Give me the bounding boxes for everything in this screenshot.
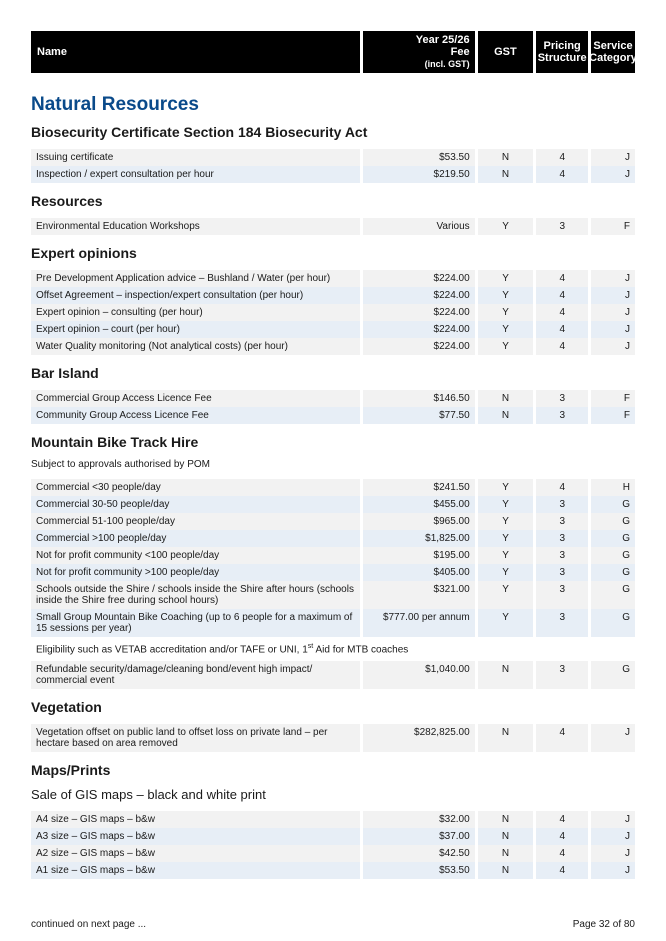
row-name: Commercial 51-100 people/day bbox=[31, 513, 360, 530]
row-pricing: 4 bbox=[536, 479, 588, 496]
table-row bbox=[31, 390, 635, 407]
page-number: Page 32 of 80 bbox=[572, 919, 635, 930]
row-service: G bbox=[591, 496, 635, 513]
row-gst: N bbox=[478, 845, 534, 862]
group-title-bar-island: Bar Island bbox=[31, 365, 99, 381]
group-rows bbox=[31, 811, 635, 879]
group-rows bbox=[31, 661, 635, 689]
group-note-mountain-bike: Subject to approvals authorised by POM bbox=[31, 459, 210, 470]
row-service: F bbox=[591, 390, 635, 407]
group-rows bbox=[31, 218, 635, 235]
row-fee: $146.50 bbox=[363, 390, 474, 407]
row-gst: N bbox=[478, 166, 534, 183]
row-pricing: 3 bbox=[536, 530, 588, 547]
row-pricing: 4 bbox=[536, 845, 588, 862]
section-title: Natural Resources bbox=[31, 94, 199, 115]
row-fee: $224.00 bbox=[363, 321, 474, 338]
row-pricing: 4 bbox=[536, 149, 588, 166]
row-name: A2 size – GIS maps – b&w bbox=[31, 845, 360, 862]
row-name: A1 size – GIS maps – b&w bbox=[31, 862, 360, 879]
row-gst: N bbox=[478, 149, 534, 166]
row-service: G bbox=[591, 564, 635, 581]
group-rows bbox=[31, 270, 635, 355]
table-row bbox=[31, 845, 635, 862]
row-fee: $224.00 bbox=[363, 304, 474, 321]
row-name: Commercial Group Access Licence Fee bbox=[31, 390, 360, 407]
group-title-mountain-bike: Mountain Bike Track Hire bbox=[31, 434, 199, 450]
row-pricing: 4 bbox=[536, 287, 588, 304]
row-fee: $53.50 bbox=[363, 149, 474, 166]
row-service: G bbox=[591, 661, 635, 689]
row-fee: $224.00 bbox=[363, 287, 474, 304]
header-pricing-line2: Structure bbox=[537, 52, 587, 64]
group-rows bbox=[31, 149, 635, 183]
header-service-line1: Service bbox=[593, 40, 633, 52]
row-fee: $965.00 bbox=[363, 513, 474, 530]
row-fee: $195.00 bbox=[363, 547, 474, 564]
row-pricing: 3 bbox=[536, 581, 588, 609]
row-pricing: 4 bbox=[536, 321, 588, 338]
row-gst: Y bbox=[478, 479, 534, 496]
row-gst: Y bbox=[478, 530, 534, 547]
row-service: J bbox=[591, 304, 635, 321]
table-row bbox=[31, 321, 635, 338]
row-gst: Y bbox=[478, 513, 534, 530]
row-pricing: 3 bbox=[536, 407, 588, 424]
header-fee-line3: (incl. GST) bbox=[424, 59, 470, 69]
row-gst: Y bbox=[478, 218, 534, 235]
row-service: H bbox=[591, 479, 635, 496]
row-name: Water Quality monitoring (Not analytical costs) (per hour) bbox=[31, 338, 360, 355]
table-row bbox=[31, 496, 635, 513]
group-rows bbox=[31, 479, 635, 637]
group-title-vegetation: Vegetation bbox=[31, 699, 102, 716]
row-gst: Y bbox=[478, 304, 534, 321]
row-fee: $42.50 bbox=[363, 845, 474, 862]
row-service: G bbox=[591, 581, 635, 609]
row-pricing: 3 bbox=[536, 661, 588, 689]
row-gst: N bbox=[478, 828, 534, 845]
row-gst: N bbox=[478, 407, 534, 424]
row-service: J bbox=[591, 724, 635, 752]
row-service: J bbox=[591, 166, 635, 183]
row-pricing: 3 bbox=[536, 390, 588, 407]
row-service: J bbox=[591, 270, 635, 287]
header-service bbox=[591, 31, 635, 73]
table-row bbox=[31, 338, 635, 355]
row-pricing: 4 bbox=[536, 166, 588, 183]
row-pricing: 4 bbox=[536, 304, 588, 321]
row-name: Offset Agreement – inspection/expert consultation (per hour) bbox=[31, 287, 360, 304]
header-gst: GST bbox=[478, 31, 534, 73]
row-fee: $777.00 per annum bbox=[363, 609, 474, 637]
row-name: Pre Development Application advice – Bushland / Water (per hour) bbox=[31, 270, 360, 287]
row-gst: Y bbox=[478, 609, 534, 637]
table-row bbox=[31, 862, 635, 879]
row-name: Not for profit community >100 people/day bbox=[31, 564, 360, 581]
continued-note: continued on next page ... bbox=[31, 919, 147, 930]
row-pricing: 3 bbox=[536, 513, 588, 530]
row-name: Inspection / expert consultation per hour bbox=[31, 166, 360, 183]
row-service: J bbox=[591, 287, 635, 304]
row-gst: Y bbox=[478, 287, 534, 304]
row-pricing: 3 bbox=[536, 218, 588, 235]
eligibility-sup: st bbox=[307, 643, 314, 650]
row-gst: N bbox=[478, 390, 534, 407]
row-gst: Y bbox=[478, 581, 534, 609]
row-fee: $224.00 bbox=[363, 270, 474, 287]
table-row bbox=[31, 304, 635, 321]
row-pricing: 3 bbox=[536, 609, 588, 637]
row-name: Commercial <30 people/day bbox=[31, 479, 360, 496]
row-service: J bbox=[591, 828, 635, 845]
row-service: F bbox=[591, 407, 635, 424]
row-service: G bbox=[591, 609, 635, 637]
row-name: Environmental Education Workshops bbox=[31, 218, 360, 235]
row-fee: $224.00 bbox=[363, 338, 474, 355]
row-name: Issuing certificate bbox=[31, 149, 360, 166]
row-gst: N bbox=[478, 811, 534, 828]
eligibility-pre: Eligibility such as VETAB accreditation and/or TAFE or UNI, 1 bbox=[36, 644, 308, 656]
group-note-maps: Sale of GIS maps – black and white print bbox=[31, 787, 266, 803]
group-title-biosecurity: Biosecurity Certificate Section 184 Biosecurity Act bbox=[31, 124, 368, 140]
table-row bbox=[31, 270, 635, 287]
row-gst: N bbox=[478, 862, 534, 879]
row-fee: $1,040.00 bbox=[363, 661, 474, 689]
row-fee: $32.00 bbox=[363, 811, 474, 828]
table-row bbox=[31, 218, 635, 235]
table-row bbox=[31, 287, 635, 304]
row-fee: $405.00 bbox=[363, 564, 474, 581]
row-service: G bbox=[591, 513, 635, 530]
row-pricing: 4 bbox=[536, 724, 588, 752]
row-fee: Various bbox=[363, 218, 474, 235]
row-fee: $455.00 bbox=[363, 496, 474, 513]
row-pricing: 4 bbox=[536, 811, 588, 828]
group-title-maps: Maps/Prints bbox=[31, 762, 111, 779]
row-name: Vegetation offset on public land to offset loss on private land – per hectare based on area removed bbox=[31, 724, 360, 752]
eligibility-post: Aid for MTB coaches bbox=[313, 644, 409, 656]
page-footer bbox=[31, 919, 635, 930]
table-row bbox=[31, 530, 635, 547]
row-name: Small Group Mountain Bike Coaching (up to 6 people for a maximum of 15 sessions per year) bbox=[31, 609, 360, 637]
row-name: A3 size – GIS maps – b&w bbox=[31, 828, 360, 845]
group-rows bbox=[31, 724, 635, 752]
row-service: J bbox=[591, 811, 635, 828]
row-service: G bbox=[591, 530, 635, 547]
row-fee: $53.50 bbox=[363, 862, 474, 879]
row-service: G bbox=[591, 547, 635, 564]
row-gst: N bbox=[478, 724, 534, 752]
table-row bbox=[31, 811, 635, 828]
table-row bbox=[31, 581, 635, 609]
table-row bbox=[31, 407, 635, 424]
row-gst: Y bbox=[478, 338, 534, 355]
fee-schedule-page bbox=[31, 31, 635, 888]
row-service: J bbox=[591, 845, 635, 862]
row-gst: Y bbox=[478, 547, 534, 564]
table-row bbox=[31, 609, 635, 637]
row-pricing: 4 bbox=[536, 828, 588, 845]
header-fee bbox=[363, 31, 474, 73]
row-name: Schools outside the Shire / schools inside the Shire after hours (schools inside the Shire free during school hours) bbox=[31, 581, 360, 609]
table-row bbox=[31, 828, 635, 845]
table-row bbox=[31, 479, 635, 496]
row-gst: Y bbox=[478, 564, 534, 581]
row-fee: $241.50 bbox=[363, 479, 474, 496]
row-gst: Y bbox=[478, 270, 534, 287]
row-fee: $219.50 bbox=[363, 166, 474, 183]
group-rows bbox=[31, 390, 635, 424]
table-row bbox=[31, 724, 635, 752]
row-name: Expert opinion – consulting (per hour) bbox=[31, 304, 360, 321]
table-row bbox=[31, 564, 635, 581]
table-row bbox=[31, 166, 635, 183]
header-name: Name bbox=[31, 31, 360, 73]
row-name: Commercial 30-50 people/day bbox=[31, 496, 360, 513]
table-row bbox=[31, 547, 635, 564]
row-fee: $282,825.00 bbox=[363, 724, 474, 752]
header-service-line2: Category bbox=[589, 52, 637, 64]
header-pricing bbox=[536, 31, 588, 73]
row-service: F bbox=[591, 218, 635, 235]
row-name: Commercial >100 people/day bbox=[31, 530, 360, 547]
row-name: Expert opinion – court (per hour) bbox=[31, 321, 360, 338]
row-service: J bbox=[591, 338, 635, 355]
header-fee-line1: Year 25/26 bbox=[415, 34, 470, 46]
group-title-expert-opinions: Expert opinions bbox=[31, 245, 137, 261]
row-gst: Y bbox=[478, 321, 534, 338]
row-pricing: 4 bbox=[536, 338, 588, 355]
row-fee: $37.00 bbox=[363, 828, 474, 845]
header-fee-line2: Fee bbox=[450, 46, 470, 58]
row-fee: $1,825.00 bbox=[363, 530, 474, 547]
row-pricing: 4 bbox=[536, 862, 588, 879]
table-header bbox=[31, 31, 635, 73]
row-gst: N bbox=[478, 661, 534, 689]
table-row bbox=[31, 149, 635, 166]
row-pricing: 3 bbox=[536, 496, 588, 513]
row-pricing: 3 bbox=[536, 564, 588, 581]
row-service: J bbox=[591, 149, 635, 166]
row-pricing: 4 bbox=[536, 270, 588, 287]
row-fee: $321.00 bbox=[363, 581, 474, 609]
table-row bbox=[31, 513, 635, 530]
header-pricing-line1: Pricing bbox=[543, 40, 581, 52]
row-service: J bbox=[591, 862, 635, 879]
row-name: Community Group Access Licence Fee bbox=[31, 407, 360, 424]
row-name: A4 size – GIS maps – b&w bbox=[31, 811, 360, 828]
eligibility-note bbox=[31, 637, 635, 661]
row-pricing: 3 bbox=[536, 547, 588, 564]
row-name: Refundable security/damage/cleaning bond/event high impact/ commercial event bbox=[31, 661, 360, 689]
row-fee: $77.50 bbox=[363, 407, 474, 424]
row-gst: Y bbox=[478, 496, 534, 513]
row-name: Not for profit community <100 people/day bbox=[31, 547, 360, 564]
row-service: J bbox=[591, 321, 635, 338]
group-title-resources: Resources bbox=[31, 193, 103, 209]
table-row bbox=[31, 661, 635, 689]
